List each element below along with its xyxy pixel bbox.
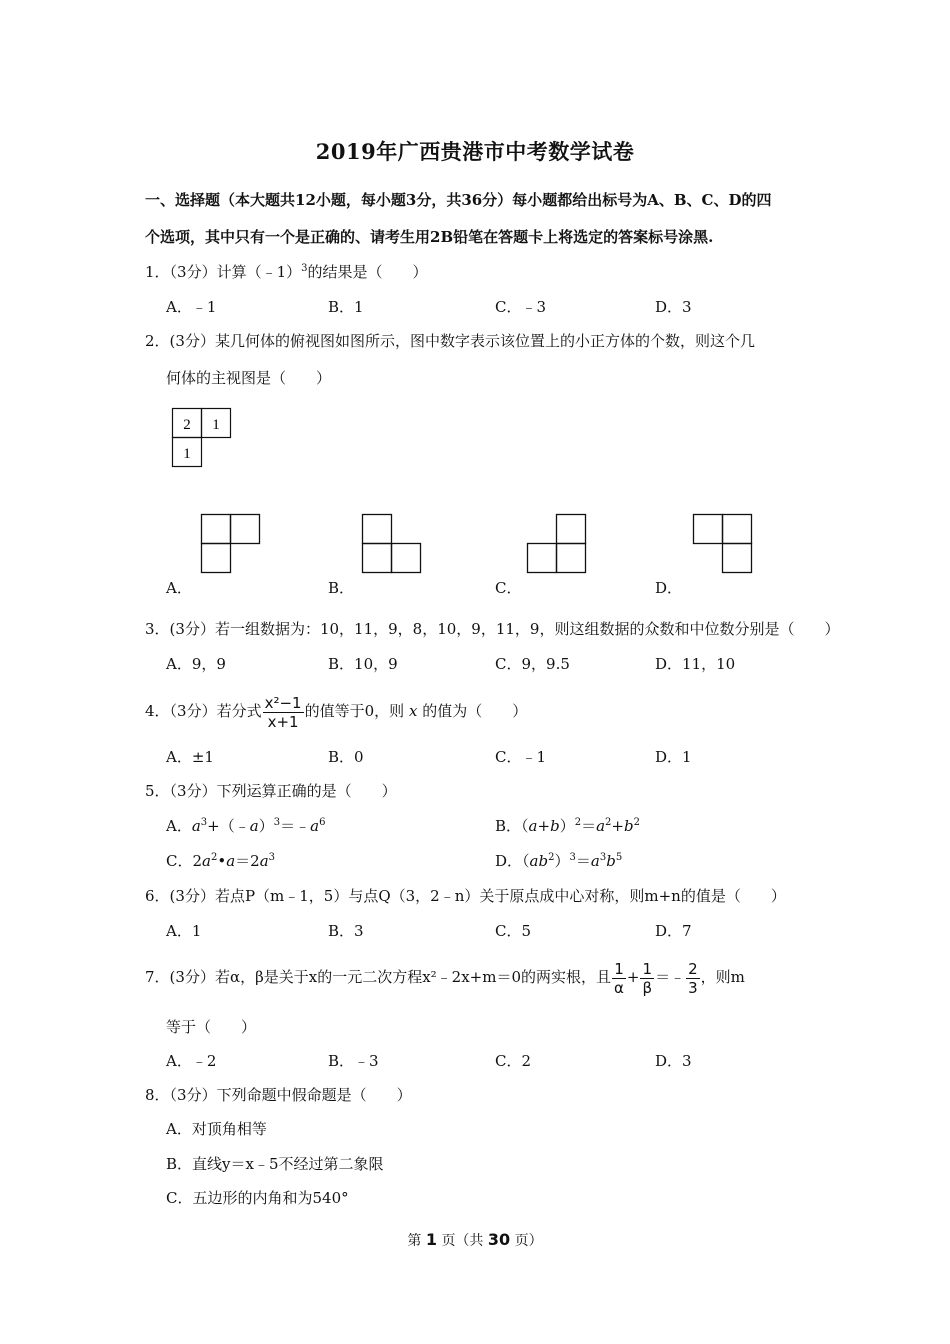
q5-option-a: A．$a^3+(﹣a)^3=﹣a^6$: [166, 817, 326, 835]
page-number: 1: [425, 1230, 437, 1249]
q6-option-c: C．5: [495, 922, 532, 940]
q8-option-c: C．五边形的内角和为540°: [166, 1189, 349, 1207]
q6-option-d: D．7: [655, 922, 692, 940]
q5-option-c: C．$2a^2•a=2a^3$: [166, 852, 276, 870]
q6-option-b: B．3: [328, 922, 364, 940]
grid-number: 1: [212, 417, 220, 433]
q4-option-a: A．±1: [166, 748, 214, 766]
q3-option-d: D．11，10: [655, 655, 736, 673]
grid-number: 1: [183, 446, 191, 462]
q7-option-d: D．3: [655, 1052, 692, 1070]
q3-option-c: C．9，9.5: [495, 655, 570, 673]
top-view-grid: [172, 408, 234, 468]
q2-option-b: B．: [328, 579, 355, 597]
q7-option-b: B．﹣3: [328, 1052, 379, 1070]
q1-option-d: D．3: [655, 298, 692, 316]
q6-option-a: A．1: [166, 922, 202, 940]
q5-option-b: B．$(a+b)^2=a^2+b^2$: [495, 817, 640, 835]
q7-fraction-2: $\frac{1}{\beta}$: [642, 959, 653, 997]
question-3: 3．(3分）若一组数据为：10，11，9，8，10，9，11，9，则这组数据的众数和中位数分别是（ ）: [145, 620, 840, 638]
section-header-line1: 一、选择题（本大题共12小题，每小题3分，共36分）每小题都给出标号为A、B、C、D的四: [145, 191, 772, 209]
q2-option-a: A．: [166, 579, 192, 597]
q1-option-a: A．﹣1: [166, 298, 217, 316]
q7-fraction-1: $\frac{1}{\alpha}$: [614, 959, 624, 997]
question-6: 6．(3分）若点P（m﹣1，5）与点Q（3，2﹣n）关于原点成中心对称，则m+n的值是（ ）: [145, 887, 786, 905]
q1-option-b: B．1: [328, 298, 364, 316]
q7-option-c: C．2: [495, 1052, 532, 1070]
q2-option-c: C．: [495, 579, 522, 597]
question-1: 1．（3分）计算（﹣1）$^3$的结果是（ ）: [145, 263, 428, 281]
question-8: 8．（3分）下列命题中假命题是（ ）: [145, 1086, 412, 1104]
question-2-line2: 何体的主视图是（ ）: [166, 369, 332, 387]
q4-option-c: C．﹣1: [495, 748, 547, 766]
q7-fraction-3: $\frac{2}{3}$: [688, 959, 698, 997]
q7-option-a: A．﹣2: [166, 1052, 217, 1070]
q3-option-b: B．10，9: [328, 655, 398, 673]
q4-option-d: D．1: [655, 748, 692, 766]
section-header-line2: 个选项，其中只有一个是正确的、请考生用2B铅笔在答题卡上将选定的答案标号涂黑.: [145, 228, 714, 246]
question-4: 4．（3分）若分式 $\frac{\text{x²−1}}{x+1}$ 的值等于0，则 x 的值为（ ）: [145, 693, 528, 731]
q2-figure-c: [527, 514, 587, 574]
q1-option-c: C．﹣3: [495, 298, 547, 316]
exam-title: 2019年广西贵港市中考数学试卷: [315, 139, 635, 164]
q2-option-d: D．: [655, 579, 683, 597]
total-pages: 30: [487, 1230, 511, 1249]
q5-option-d: D．$(ab^2)^3=a^3b^5$: [495, 852, 623, 870]
question-5: 5．（3分）下列运算正确的是（ ）: [145, 782, 397, 800]
q2-figure-b: [362, 514, 422, 574]
q8-option-b: B．直线y＝x﹣5不经过第二象限: [166, 1155, 384, 1173]
question-7: 7．(3分）若α，β是关于x的一元二次方程x²﹣2x+m＝0的两实根，且 $\frac{1}{\alpha}$ + $\frac{1}{\beta}$ ＝﹣ $\frac{2}{3}$ ，则m: [145, 959, 745, 997]
q4-fraction: $\frac{\text{x²−1}}{x+1}$: [264, 693, 302, 731]
q4-option-b: B．0: [328, 748, 364, 766]
question-7-line2: 等于（ ）: [166, 1018, 257, 1036]
page-footer: 第 1 页（共 30 页）: [407, 1230, 543, 1249]
q3-option-a: A．9，9: [166, 655, 226, 673]
q2-figure-d: [693, 514, 753, 574]
question-2-line1: 2．(3分）某几何体的俯视图如图所示，图中数字表示该位置上的小正方体的个数，则这个几: [145, 332, 755, 350]
q8-option-a: A．对顶角相等: [166, 1120, 267, 1138]
q2-figure-a: [201, 514, 261, 574]
grid-number: 2: [183, 417, 191, 433]
